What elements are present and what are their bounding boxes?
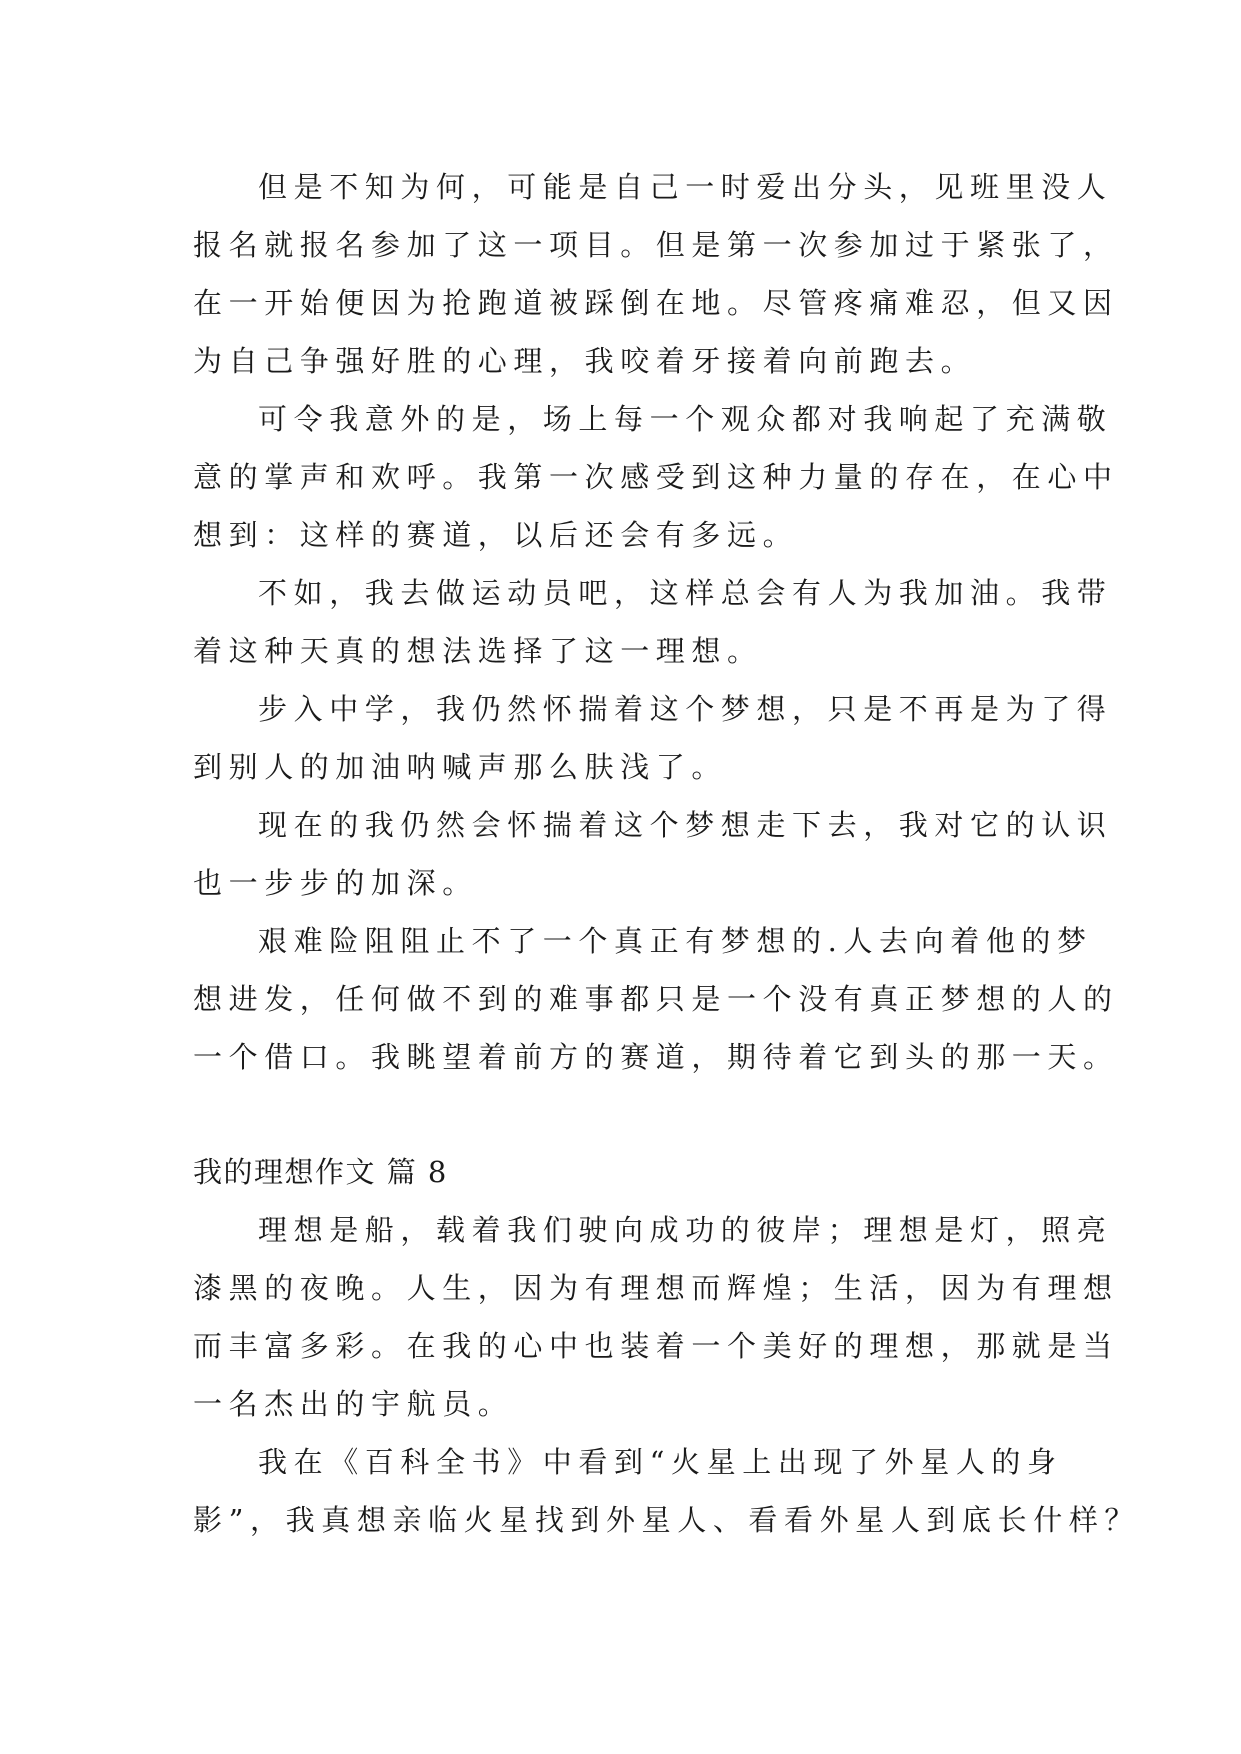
section-heading: 我的理想作文 篇 8 (193, 1155, 448, 1189)
paragraph-line: 在一开始便因为抢跑道被踩倒在地。尽管疼痛难忍，但又因 (193, 286, 1119, 320)
paragraph-line: 步入中学，我仍然怀揣着这个梦想，只是不再是为了得 (258, 692, 1113, 726)
paragraph-line: 想到：这样的赛道，以后还会有多远。 (193, 518, 799, 552)
paragraph-line: 漆黑的夜晚。人生，因为有理想而辉煌；生活，因为有理想 (193, 1271, 1119, 1305)
paragraph-line: 可令我意外的是，场上每一个观众都对我响起了充满敬 (258, 402, 1113, 436)
paragraph-line: 艰难险阻阻止不了一个真正有梦想的.人去向着他的梦 (258, 924, 1093, 958)
paragraph-line: 但是不知为何，可能是自己一时爱出分头，见班里没人 (258, 170, 1113, 204)
paragraph-line: 一名杰出的宇航员。 (193, 1387, 514, 1421)
paragraph-line: 一个借口。我眺望着前方的赛道，期待着它到头的那一天。 (193, 1040, 1119, 1074)
paragraph-line: 而丰富多彩。在我的心中也装着一个美好的理想，那就是当 (193, 1329, 1119, 1363)
paragraph-line: 现在的我仍然会怀揣着这个梦想走下去，我对它的认识 (258, 808, 1113, 842)
paragraph-line: 也一步步的加深。 (193, 866, 478, 900)
paragraph-line: 为自己争强好胜的心理，我咬着牙接着向前跑去。 (193, 344, 977, 378)
paragraph-line: 我在《百科全书》中看到“火星上出现了外星人的身 (258, 1445, 1063, 1479)
paragraph-line: 不如，我去做运动员吧，这样总会有人为我加油。我带 (258, 576, 1113, 610)
paragraph-line: 意的掌声和欢呼。我第一次感受到这种力量的存在，在心中 (193, 460, 1119, 494)
paragraph-line: 报名就报名参加了这一项目。但是第一次参加过于紧张了， (193, 228, 1119, 262)
paragraph-line: 想进发，任何做不到的难事都只是一个没有真正梦想的人的 (193, 982, 1119, 1016)
paragraph-line: 着这种天真的想法选择了这一理想。 (193, 634, 763, 668)
paragraph-line: 到别人的加油呐喊声那么肤浅了。 (193, 750, 728, 784)
paragraph-line: 影”，我真想亲临火星找到外星人、看看外星人到底长什样？ (193, 1503, 1141, 1537)
paragraph-line: 理想是船，载着我们驶向成功的彼岸；理想是灯，照亮 (258, 1213, 1113, 1247)
